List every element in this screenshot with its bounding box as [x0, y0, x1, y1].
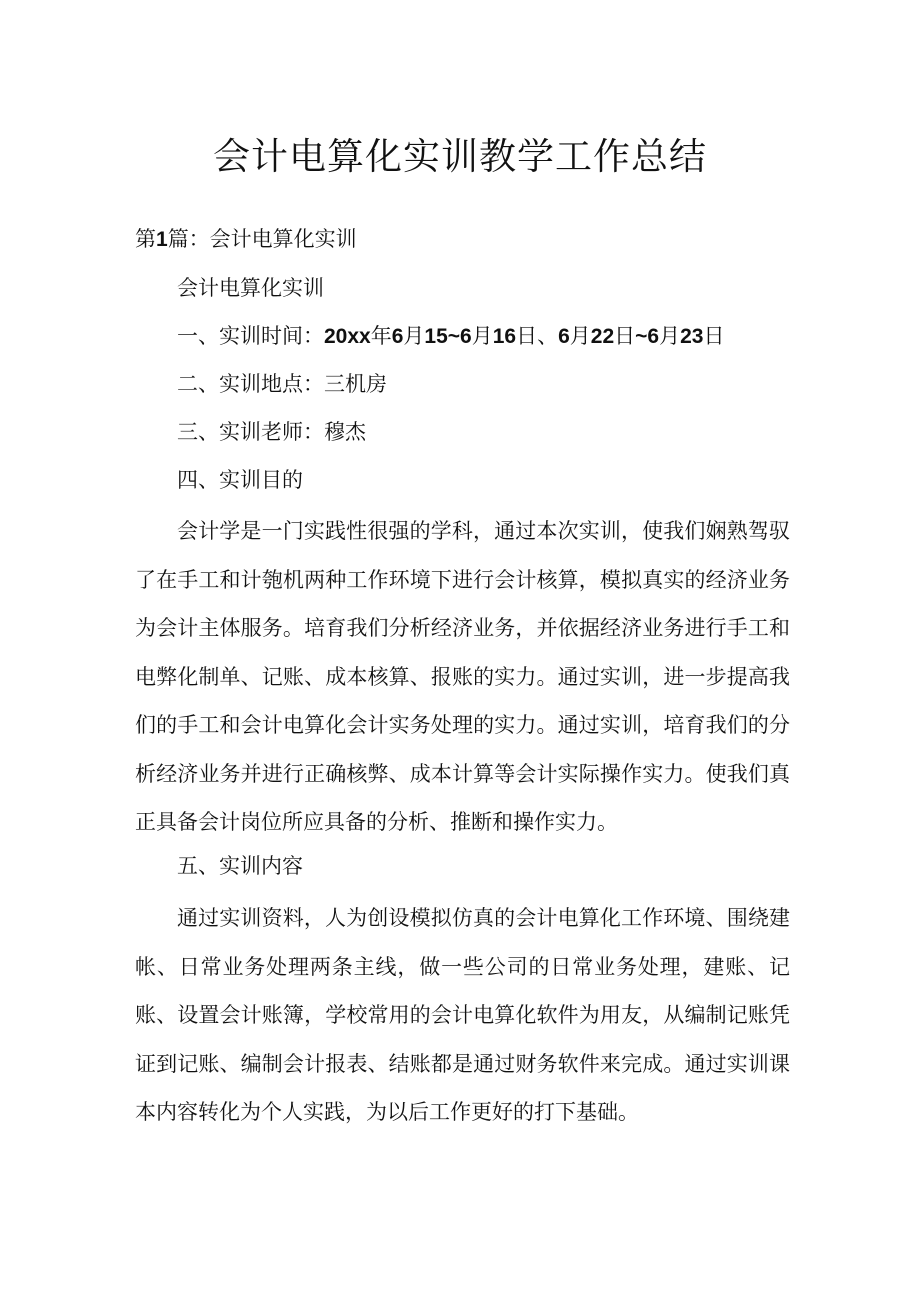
- content-heading: 五、实训内容: [177, 854, 303, 878]
- time-text: 日: [614, 324, 636, 348]
- section-subtitle: 会计电算化实训: [177, 276, 324, 300]
- time-text: 月: [403, 324, 425, 348]
- time-year: 20xx: [324, 325, 371, 348]
- time-number: 23: [680, 325, 704, 348]
- time-number: 6: [391, 325, 404, 348]
- content-paragraph: 通过实训资料，人为创设模拟仿真的会计电算化工作环境、围绕建帐、日常业务处理两条主线，做一些公司的日常业务处理，建账、记账、设置会计账簿，学校常用的会计电算化软件为用友，从编制记账凭证到记账、编制会计报表、结账都是通过财务软件来完成。通过实训课本内容转化为个人实践，为以后工作更好的打下基础。: [135, 906, 790, 1124]
- time-text: 日、: [516, 324, 559, 348]
- time-number: 22: [590, 325, 615, 348]
- training-teacher: 三、实训老师：穆杰: [177, 420, 366, 444]
- time-number: 16: [492, 325, 517, 348]
- time-number: ~6: [635, 325, 660, 348]
- training-location: 二、实训地点：三机房: [177, 372, 387, 396]
- time-text: 年: [370, 324, 392, 348]
- training-time: [177, 321, 724, 352]
- time-number: 6: [558, 325, 570, 348]
- purpose-paragraph: 会计学是一门实践性很强的学科，通过本次实训，使我们娴熟驾驭了在手工和计匏机两种工作环境下进行会计核算，模拟真实的经济业务为会计主体服务。培育我们分析经济业务，并依据经济业务进行手工和电弊化制单、记账、成本核算、报账的实力。通过实训，进一步提高我们的手工和会计电算化会计实务处理的实力。通过实训，培育我们的分析经济业务并进行正确核弊、成本计算等会计实际操作实力。使我们真正具备会计岗位所应具备的分析、推断和操作实力。: [135, 519, 790, 834]
- time-text: 日: [703, 324, 725, 348]
- training-time-label: 一、实训时间：: [177, 324, 324, 348]
- chapter-heading: [135, 224, 357, 255]
- chapter-prefix: 第: [135, 227, 156, 251]
- time-text: 月: [659, 324, 681, 348]
- chapter-number: 1: [156, 228, 168, 251]
- chapter-suffix: 篇：会计电算化实训: [167, 227, 357, 251]
- time-text: 月: [569, 324, 591, 348]
- document-title: 会计电算化实训教学工作总结: [213, 135, 707, 178]
- purpose-heading: 四、实训目的: [177, 468, 303, 492]
- time-text: 月: [471, 324, 493, 348]
- time-number: 15~6: [424, 325, 472, 348]
